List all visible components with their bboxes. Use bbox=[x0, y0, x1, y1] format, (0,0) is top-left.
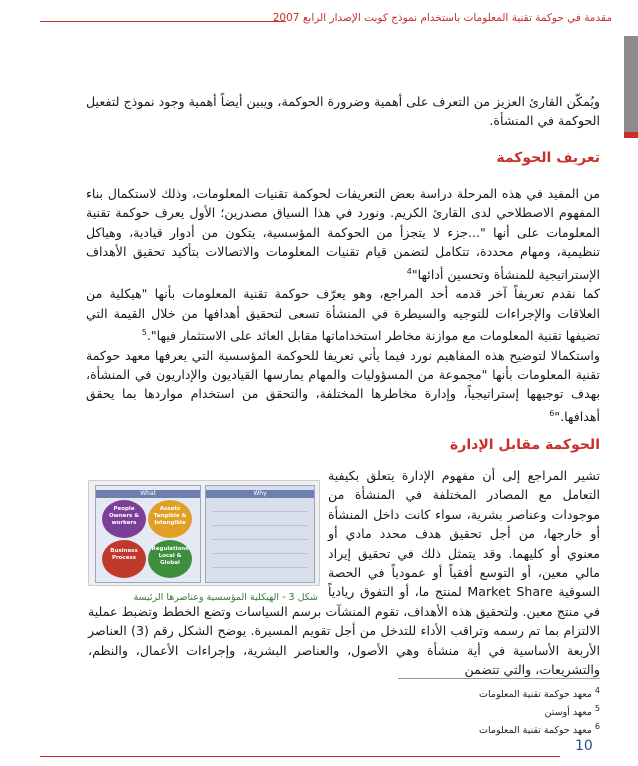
figure-regulations-circle bbox=[148, 540, 192, 578]
footnote-ref-4: 4 bbox=[406, 266, 412, 276]
page-number: 10 bbox=[575, 738, 593, 754]
side-tab bbox=[624, 36, 638, 132]
figure-what-panel bbox=[95, 485, 201, 583]
figure-assets-sub: Tangible & Intangible bbox=[153, 513, 187, 526]
definition-section bbox=[86, 184, 600, 426]
footnote-item bbox=[300, 684, 600, 702]
figure-assets-circle bbox=[148, 500, 192, 538]
figure-people-sub: Owners & workers bbox=[108, 513, 140, 526]
figure-people-label: People bbox=[113, 506, 135, 512]
footnote-number: 4 bbox=[594, 686, 600, 695]
figure-people-circle bbox=[102, 500, 146, 538]
footer-rule bbox=[40, 756, 560, 757]
footnote-number: 5 bbox=[594, 704, 600, 714]
footnote-rule bbox=[398, 678, 600, 679]
figure-process-label: Business Process bbox=[110, 548, 138, 561]
section-heading-definition: تعريف الحوكمة bbox=[496, 150, 600, 166]
definition-text-3: واستكمالا لتوضيح هذه المفاهيم نورد فيما يأتي تعريفا للحوكمة المؤسسية التي يعرفها معهد حوكمة تقنية المعلومات بأنها "مجموعة من المسؤوليات والمهام يمارسها القياديون والإداريون في المنشأة، بهدف توجيهها إستراتيجياً، وإدارة مخاطرها المختلفة، والتحقق من استخدام مواردها بما يحقق أهدافها." bbox=[86, 347, 600, 425]
definition-text-2: كما نقدم تعريفاً آخر قدمه أحد المراجع، وهو يعرّف حوكمة تقنية المعلومات بأنها "هيكلية من العلاقات والإجراءات للتوجيه والسيطرة في المنشأة تسعى لتحقيق أهدافها من خلال القيمة التي تضيفها تقنية المعلومات مع موازنة مخاطر استخداماتها مقابل العائد على الاستثمار فيها". bbox=[86, 286, 600, 344]
definition-text-1: من المفيد في هذه المرحلة دراسة بعض التعريفات لحوكمة تقنيات المعلومات، وذلك لاستكمال بناء المفهوم الاصطلاحي لدى القارئ الكريم. ونورد في هذا السياق مصدرين؛ الأول يعرف حوكمة تقنية المعلومات على أنها "...جزء لا يتجزأ من الحوكمة المؤسسية، يتكون من أدوار قيادية، وهياكل تنظيمية، ومهام محددة، تتكامل لتضمن قيام تقنيات المعلومات والاتصالات بتأكيد تحقيق الأهداف الإستراتيجية للمنشأة وتحسين أدائها" bbox=[86, 186, 600, 282]
intro-paragraph: ويُمكّن القارئ العزيز من التعرف على أهمية وضرورة الحوكمة، ويبين أيضاً أهمية وجود نموذج لتفعيل الحوكمة في المنشأة. bbox=[86, 94, 600, 129]
figure-why-row bbox=[212, 544, 308, 554]
figure-regulations-label: Regulations bbox=[151, 546, 189, 552]
footnote-ref-6: 6 bbox=[549, 408, 555, 418]
footnote-text: معهد حوكمة تقنية المعلومات bbox=[479, 725, 592, 737]
governance-paragraph: تشير المراجع إلى أن مفهوم الإدارة يتعلق بكيفية التعامل مع المصادر المختلفة في المنشأة من موجودات وعناصر بشرية، سواء كانت داخل المنشأة أو خارجها، من أجل تحقيق هدف محدد مادي أو معنوي أو كليهما. وقد يتمثل ذلك في تحقيق إيراد مالي معين، أو التوسع أفقياً أو عمودياً في الحصة السوقية Market Share لمنتج ما، أو التفوق ريادياً في منتج معين. ولتحقيق هذه الأهداف، تقوم المنشآت برسم السياسات وتضع الخطط وتضبط عملية الالتزام بما تم رسمه وتراقب الأداء للتدخل من أجل تقويم المسيرة. يوضح الشكل رقم (3) العناصر الأربعة الأساسية في أية منشأة وهي الأصول، والعناصر البشرية، وإجراءات الأعمال، والنظم، والتشريعات، والتي تتضمن bbox=[88, 468, 601, 678]
definition-paragraph-2 bbox=[86, 284, 600, 345]
figure-caption: شكل 3 - الهيكلية المؤسسية وعناصرها الرئيسة bbox=[133, 592, 318, 603]
figure-process-circle bbox=[102, 540, 146, 578]
footnotes bbox=[300, 684, 600, 738]
definition-paragraph-1 bbox=[86, 184, 600, 284]
definition-paragraph-3 bbox=[86, 346, 600, 427]
footnote-number: 6 bbox=[594, 722, 600, 732]
running-header: مقدمة في حوكمة تقنية المعلومات باستخدام نموذج كوبت الإصدار الرابع 2007 bbox=[272, 12, 612, 24]
figure-why-row bbox=[212, 530, 308, 540]
figure-what-tag: What bbox=[96, 490, 200, 498]
figure-assets-label: Assets bbox=[159, 506, 181, 512]
footnote-item bbox=[300, 702, 600, 720]
footnote-item bbox=[300, 720, 600, 738]
figure-why-tag: Why bbox=[206, 490, 314, 498]
footnote-text: معهد أوستن bbox=[544, 707, 592, 719]
footnote-ref-5: 5 bbox=[141, 328, 147, 338]
footnote-text: معهد حوكمة تقنية المعلومات bbox=[479, 689, 592, 701]
side-tab-accent bbox=[624, 132, 638, 138]
header-rule bbox=[40, 21, 286, 22]
figure-why-row bbox=[212, 502, 308, 512]
figure-regulations-sub: Local & Global bbox=[158, 553, 182, 566]
figure-why-row bbox=[212, 558, 308, 568]
figure-why-row bbox=[212, 516, 308, 526]
section-heading-governance-vs-management: الحوكمة مقابل الإدارة bbox=[450, 437, 600, 453]
enterprise-structure-figure bbox=[88, 480, 320, 586]
figure-why-panel bbox=[205, 485, 315, 583]
